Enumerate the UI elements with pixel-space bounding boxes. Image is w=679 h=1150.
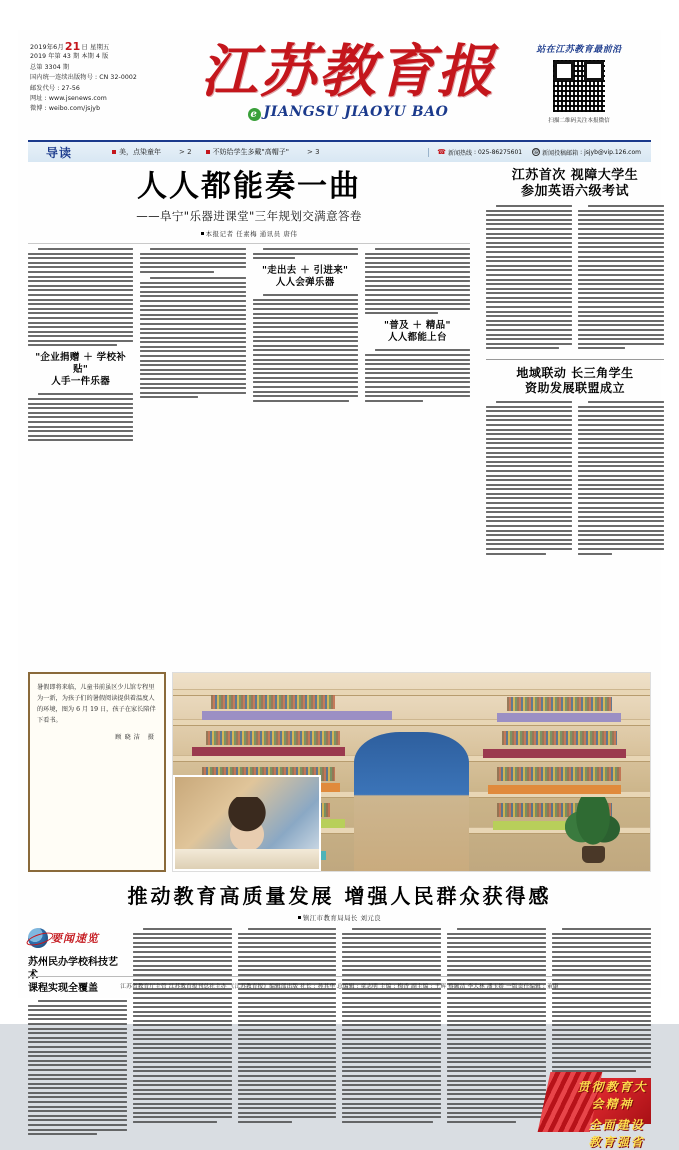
- paragraph: [253, 248, 358, 259]
- masthead: [18, 30, 661, 138]
- email-contact[interactable]: [532, 148, 641, 157]
- newspaper-sheet: [18, 30, 661, 1150]
- phone-icon: ☎: [437, 148, 447, 156]
- guide-item-1-text: 不妨给学生多戴"高帽子": [212, 148, 290, 156]
- bottom-section: [28, 928, 651, 1150]
- guide-item-0-page: > 2: [179, 148, 192, 156]
- brief-headline-line2: 课程实现全覆盖: [28, 983, 98, 994]
- banner-line-2: 全面建设教育强省: [588, 1118, 645, 1150]
- logo-english-text: JIANGSU JIAOYU BAO: [263, 104, 449, 120]
- feature-article: [28, 880, 651, 922]
- main-content: [28, 168, 651, 668]
- brief-logo: [28, 928, 127, 948]
- feature-headline: 推动教育高质量发展 增强人民群众获得感: [127, 884, 552, 908]
- qr-slogan: 站在江苏教育最前沿: [536, 45, 622, 55]
- pub-day: 21: [64, 40, 81, 53]
- lead-subsection-1: [28, 352, 133, 388]
- feature-body-column-5: [552, 928, 651, 1150]
- paragraph: [28, 393, 133, 441]
- right-news-1-body: [486, 401, 664, 557]
- right-news-0-title: [486, 168, 664, 200]
- globe-icon: [28, 928, 48, 948]
- library-photo: [172, 672, 651, 872]
- page-footer: [28, 976, 651, 990]
- photo-row: [28, 672, 651, 872]
- feature-byline: [28, 913, 651, 922]
- brief-headline-line1: 苏州民办学校科技艺术: [28, 957, 118, 981]
- right-news-1-title: [486, 366, 664, 396]
- lead-byline-text: 本报记者 任素梅 通讯员 唐伟: [205, 230, 298, 238]
- right-news-0-column-2: [578, 205, 664, 352]
- photo-caption-signature: 顾晓洁 摄: [115, 734, 157, 741]
- guide-item-0[interactable]: [112, 147, 192, 157]
- email-address: : jsjyb@vip.126.com: [580, 148, 641, 156]
- lead-subsection-3-line2: 人人都能上台: [387, 332, 447, 344]
- brief-logo-text: 要闻速览: [51, 932, 99, 945]
- lead-body-column-3: [253, 248, 358, 445]
- email-label: 新闻投稿邮箱: [542, 149, 579, 157]
- paragraph: [140, 248, 245, 273]
- feature-body-column-1: [133, 928, 232, 1146]
- child-reading-inset-photo: [173, 775, 321, 871]
- right-news-0-column-1: [486, 205, 572, 352]
- total-issue: 总第 3304 期: [30, 63, 70, 71]
- library-archway: [354, 732, 468, 871]
- guide-bar: [28, 140, 651, 162]
- potted-plant: [565, 797, 621, 863]
- publication-date-line: [30, 42, 137, 52]
- right-news-1-title-line2: 资助发展联盟成立: [524, 381, 625, 395]
- right-news-1-column-1: [486, 401, 572, 557]
- e-globe-icon: e: [248, 108, 261, 121]
- right-news-1-title-line1: 地域联动 长三角学生: [516, 366, 634, 380]
- lead-body-column-2: [140, 248, 245, 445]
- postal-code: 邮发代号 : 27-56: [30, 84, 80, 92]
- guide-item-1[interactable]: [206, 147, 320, 157]
- feature-byline-text: 镇江市教育局局长 刘元良: [302, 914, 382, 922]
- publication-info: [30, 42, 137, 115]
- right-news-1-column-2: [578, 401, 664, 557]
- at-icon: @: [533, 149, 539, 155]
- paragraph: [140, 277, 245, 398]
- lead-subsection-3: [365, 320, 470, 344]
- paragraph: [28, 248, 133, 346]
- photo-caption-box: [28, 672, 166, 872]
- hotline-label: 新闻热线: [448, 149, 473, 157]
- bullet-square-icon: [298, 916, 301, 919]
- right-news-0-body: [486, 205, 664, 352]
- right-news-column: [486, 168, 664, 668]
- lead-body-column-1: [28, 248, 133, 445]
- bullet-square-icon: [112, 150, 116, 154]
- education-campaign-banner: [552, 1078, 651, 1150]
- lead-subsection-2: [253, 265, 358, 289]
- issue-line: 2019 年第 43 期 本期 4 版: [30, 53, 109, 61]
- feature-body-column-4: [447, 928, 546, 1146]
- hotline-contact[interactable]: [437, 148, 522, 157]
- lead-subheadline: ——阜宁"乐器进课堂"三年规划交满意答卷: [136, 209, 362, 223]
- footer-text: 江苏省教育厅主管 江苏教育报刊总社主办 《江苏教育报》编辑部出版 社长 : 孙其华 总编辑 : 童志明 主编 : 梅香 副主编 : 王辉 蔡颐洁 李大林 潘玉娇 一版责任编辑 : 董康: [120, 984, 559, 990]
- feature-body-column-3: [342, 928, 441, 1146]
- lead-subsection-2-line1: "走出去 ＋ 引进来": [261, 265, 349, 277]
- right-news-0-title-line2: 参加英语六级考试: [520, 184, 629, 199]
- brief-column: [28, 928, 127, 1146]
- paragraph: [365, 349, 470, 402]
- newspaper-logo: [168, 36, 528, 121]
- logo-chinese-title: 江苏教育报: [200, 38, 496, 105]
- guide-item-1-page: > 3: [307, 148, 320, 156]
- divider: [28, 243, 470, 244]
- lead-subsection-1-line1: "企业捐赠 ＋ 学校补贴": [35, 352, 127, 376]
- lead-headline: 人人都能奏一曲: [137, 169, 361, 204]
- weibo-line: 微博 : weibo.com/jsjyb: [30, 105, 101, 113]
- paragraph: [365, 248, 470, 314]
- lead-subsection-2-line2: 人人会弹乐器: [275, 277, 335, 289]
- paragraph: [253, 294, 358, 402]
- lead-subsection-3-line1: "普及 ＋ 精品": [384, 320, 451, 332]
- banner-line-1: 贯彻教育大会精神: [577, 1080, 648, 1112]
- qr-code-icon[interactable]: [552, 59, 606, 113]
- bullet-square-icon: [201, 232, 204, 235]
- cn-serial-code: 国内统一连续出版物号 : CN 32-0002: [30, 74, 137, 82]
- lead-byline: [28, 229, 470, 238]
- bullet-square-icon: [206, 150, 210, 154]
- guide-label: 导读: [46, 145, 73, 160]
- pub-date-tail: 日 星期五: [81, 43, 110, 51]
- guide-item-0-text: 美，点染童年: [119, 148, 162, 156]
- hotline-number: : 025-86275601: [474, 148, 523, 156]
- qr-caption: 扫描二维码关注本报微信: [548, 118, 610, 124]
- lead-subsection-1-line2: 人手一件乐器: [51, 376, 111, 388]
- qr-block: [509, 42, 649, 124]
- divider: [486, 359, 664, 360]
- lead-story: [28, 168, 476, 668]
- right-news-0-title-line1: 江苏首次 视障大学生: [511, 168, 639, 183]
- lead-body-column-4: [365, 248, 470, 445]
- website-line: 网址 : www.jsenews.com: [30, 95, 107, 103]
- contact-group: [428, 148, 641, 157]
- pub-date: 2019年6月: [30, 43, 64, 51]
- photo-caption-text: 暑假即将来临，儿童书前虽区少儿馆专程里为一新，为孩子们的暑假阅读提供着温度人的环境，图为 6 月 19 日，孩子在家长陪伴下看书。: [37, 684, 156, 724]
- lead-body-columns: [28, 248, 470, 445]
- feature-body-column-2: [238, 928, 337, 1146]
